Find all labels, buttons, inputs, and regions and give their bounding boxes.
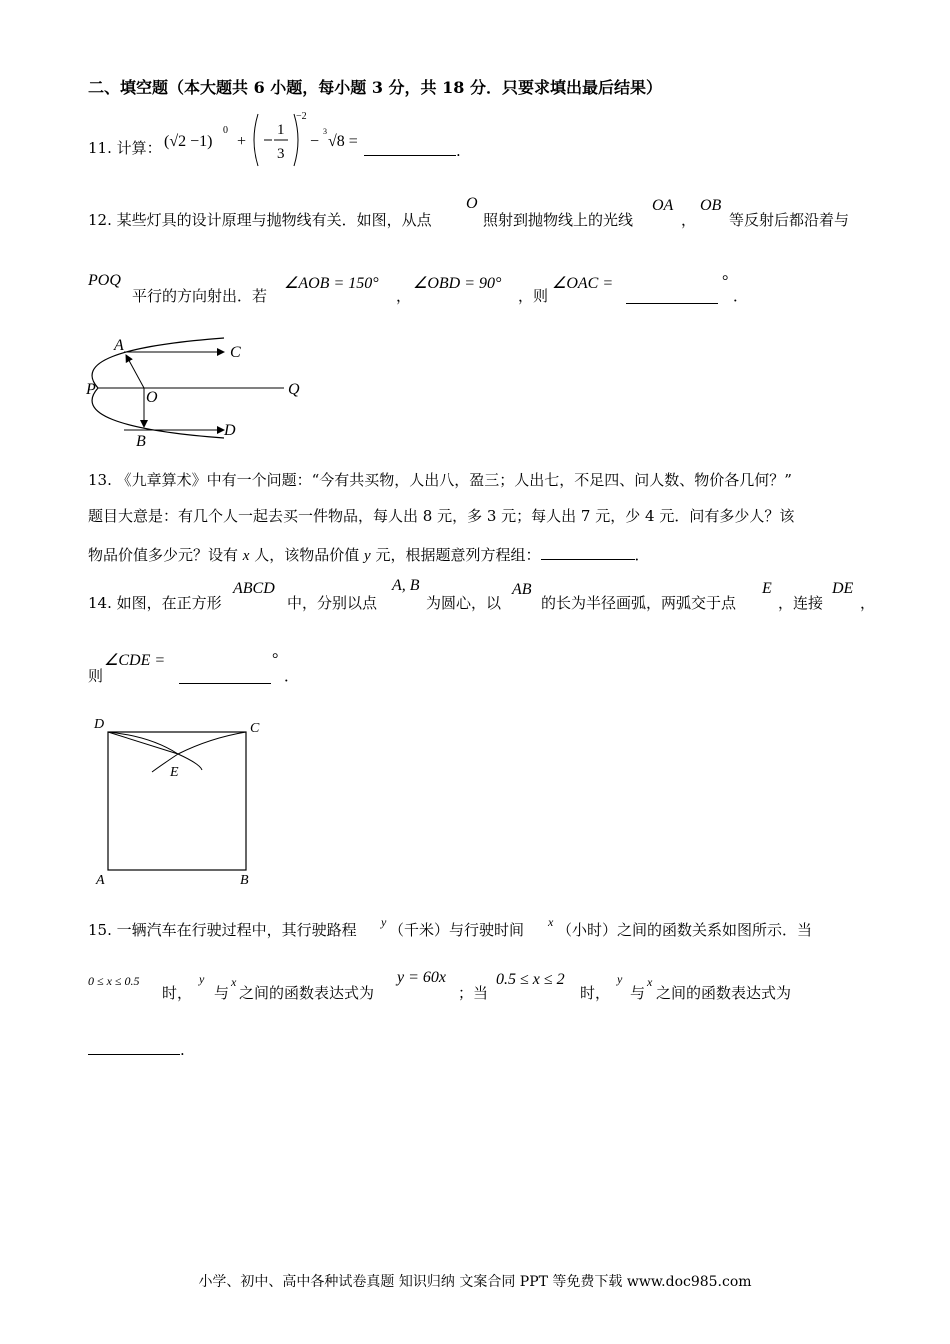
segment-de	[108, 732, 178, 754]
q14-abcd: ABCD	[233, 580, 275, 597]
q12-degree: °	[722, 273, 729, 290]
label-o: O	[146, 389, 158, 406]
q14-text-1c: 为圆心，以	[426, 594, 502, 612]
q14-angle-cde: ∠CDE =	[104, 652, 166, 669]
q14-text-1e: ，连接	[778, 594, 824, 612]
q13-line-2: 题目大意是：有几个人一起去买一件物品，每人出 8 元，多 3 元；每人出 7 元，少 4 元．问有多少人？该	[88, 507, 795, 525]
q15-text-2f: 与	[630, 984, 646, 1002]
q15-text-2g: 之间的函数表达式为	[656, 984, 792, 1002]
q14-text-1b: 中，分别以点	[287, 594, 378, 612]
q15-range-1: 0 ≤ x ≤ 0.5	[88, 974, 140, 988]
q12-angle-aob: ∠AOB = 150°	[284, 275, 379, 292]
q11-label: 11. 计算：	[88, 139, 162, 157]
q12-figure	[84, 330, 314, 450]
q12-angle-oac: ∠OAC =	[552, 275, 614, 292]
q14-answer-line[interactable]	[179, 669, 271, 687]
q11-minus: −	[310, 133, 320, 150]
q12-comma: ，	[681, 211, 697, 229]
q14-figure	[90, 712, 270, 890]
q12-text-2a: 平行的方向射出．若	[132, 287, 268, 305]
q14-text-2a: 则	[88, 667, 104, 685]
page-footer: 小学、初中、高中各种试卷真题 知识归纳 文案合同 PPT 等免费下载 www.doc985.com	[198, 1274, 752, 1290]
q15-range-2: 0.5 ≤ x ≤ 2	[496, 971, 565, 988]
q15-y: y	[381, 915, 387, 929]
q14-ab-points: A, B	[392, 577, 420, 594]
q12-text-1c: 等反射后都沿着与	[729, 211, 850, 229]
label-d: D	[224, 422, 236, 439]
q14-degree: °	[272, 651, 279, 668]
q11-plus: +	[237, 133, 247, 150]
q12-text-1a: 12. 某些灯具的设计原理与抛物线有关．如图，从点	[88, 211, 432, 229]
label-a: A	[96, 873, 105, 888]
q15-text-2e: 时，	[580, 984, 611, 1002]
q15-expr: y = 60x	[397, 969, 446, 986]
q15-answer-line[interactable]: .	[88, 1040, 185, 1058]
q12-end: ．	[733, 287, 749, 305]
q14-text-1a: 14. 如图，在正方形	[88, 594, 222, 612]
q12-ob: OB	[700, 197, 722, 214]
label-b: B	[240, 873, 249, 888]
q13-answer-line[interactable]	[541, 545, 635, 560]
section-heading: 二、填空题（本大题共 6 小题，每小题 3 分，共 18 分．只要求填出最后结果）	[88, 78, 662, 97]
q15-text-2b: 与	[214, 984, 230, 1002]
label-b: B	[136, 433, 146, 450]
q15-y-3: y	[617, 972, 623, 986]
label-c: C	[230, 344, 241, 361]
q15-text-2d: ；当	[458, 984, 489, 1002]
ray-oa	[126, 355, 144, 388]
q11-sup0: 0	[223, 125, 228, 136]
q15-text-1b: （千米）与行驶时间	[389, 921, 525, 939]
q15-text-1c: （小时）之间的函数关系如图所示．当	[557, 921, 813, 939]
q15-y-2: y	[199, 972, 205, 986]
q11-frac-num: 1	[277, 122, 285, 138]
q15-x-3: x	[647, 975, 653, 989]
q11-sup-neg2: −2	[296, 111, 307, 122]
q12-text-2b: ，则	[518, 287, 549, 305]
q13-line-1: 13. 《九章算术》中有一个问题：“今有共买物，人出八，盈三；人出七，不足四、问人数、物价各几何？”	[88, 471, 792, 489]
label-q: Q	[288, 381, 300, 398]
q12-answer-line[interactable]	[626, 289, 718, 307]
q15-x-2: x	[231, 975, 237, 989]
q11-answer-line[interactable]: .	[364, 141, 461, 159]
q14-de: DE	[832, 580, 854, 597]
q14-text-1d: 的长为半径画弧，两弧交于点	[541, 594, 737, 612]
q14-end: ．	[284, 667, 300, 685]
q11-expr-d: √8 =	[328, 133, 358, 150]
label-e: E	[170, 765, 179, 780]
q15-x: x	[548, 915, 554, 929]
q12-angle-obd: ∠OBD = 90°	[413, 275, 502, 292]
label-d: D	[94, 717, 105, 732]
arc-from-a	[108, 732, 202, 770]
label-a: A	[114, 337, 124, 354]
label-p: P	[86, 381, 96, 398]
q15-text-2a: 时，	[162, 984, 193, 1002]
q11-frac-den: 3	[277, 146, 285, 162]
q12-point-o: O	[466, 195, 478, 212]
square-abcd	[108, 732, 246, 870]
q14-ab-length: AB	[512, 581, 532, 598]
q14-point-e: E	[762, 580, 772, 597]
label-c: C	[250, 721, 260, 736]
q11-expr-a: (√2 −1)	[164, 133, 213, 150]
q11-root-index: 3	[323, 127, 327, 136]
q12-comma-2: ，	[396, 287, 412, 305]
q12-text-1b: 照射到抛物线上的光线	[483, 211, 634, 229]
q15-text-1a: 15. 一辆汽车在行驶过程中，其行驶路程	[88, 921, 357, 939]
q12-oa: OA	[652, 197, 674, 214]
q13-line-3: 物品价值多少元？设有 x 人，该物品价值 y 元，根据题意列方程组： ．	[88, 546, 650, 564]
q12-poq: POQ	[88, 272, 121, 289]
q15-text-2c: 之间的函数表达式为	[239, 984, 375, 1002]
q14-text-1f: ，	[860, 594, 876, 612]
